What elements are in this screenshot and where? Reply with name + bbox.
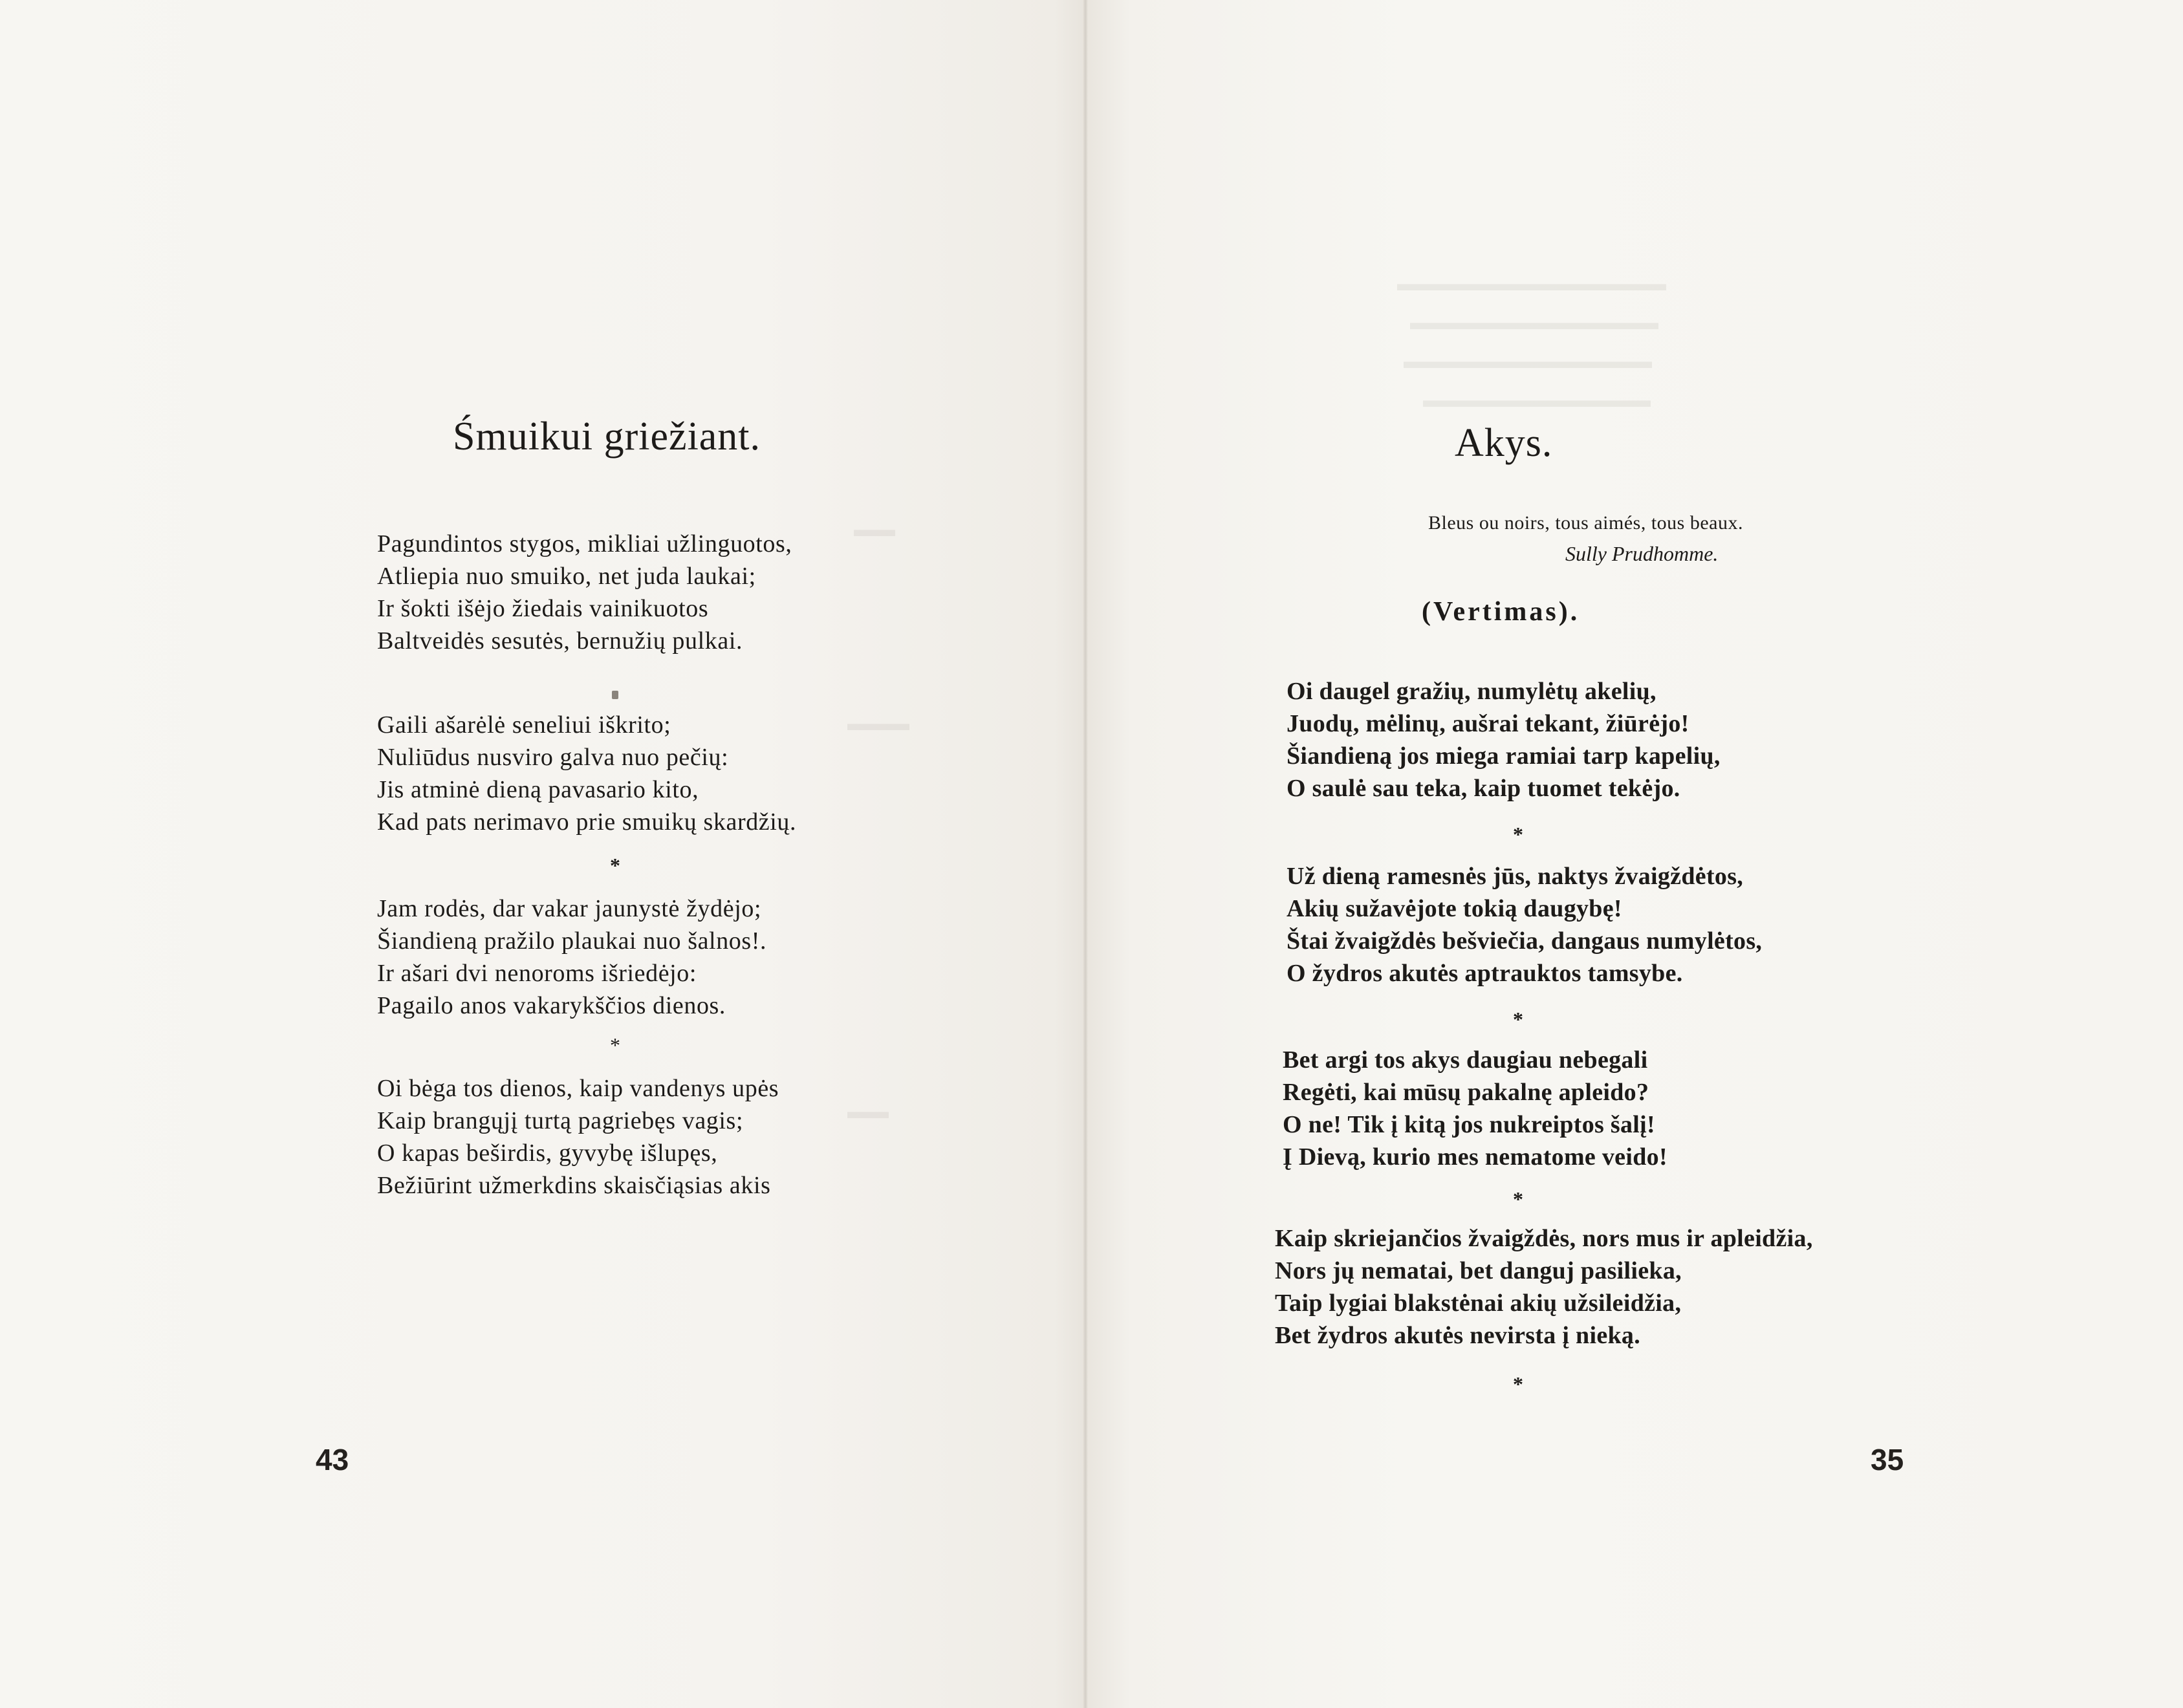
- verse-line: Regėti, kai mūsų pakalnę apleido?: [1283, 1079, 1649, 1106]
- verse-line: O žydros akutės aptrauktos tamsybe.: [1287, 960, 1683, 987]
- verse-line: Šiandieną pražilo plaukai nuo šalnos!.: [377, 927, 767, 955]
- verse-line: Nors jų nematai, bet danguj pasilieka,: [1275, 1257, 1682, 1284]
- ink-speck: [612, 691, 618, 699]
- verse-line: O kapas beširdis, gyvybę išlupęs,: [377, 1140, 718, 1167]
- verse-line: Bet žydros akutės nevirsta į nieką.: [1275, 1322, 1641, 1349]
- epigraph: Bleus ou noirs, tous aimés, tous beaux.: [1428, 512, 1743, 534]
- book-gutter: [1083, 0, 1088, 1708]
- page-number: 35: [1871, 1443, 1904, 1476]
- stanza-separator: *: [1513, 823, 1523, 846]
- verse-line: Kaip skriejančios žvaigždės, nors mus ir apleidžia,: [1275, 1225, 1813, 1252]
- verse-line: Nuliūdus nusviro galva nuo pečių:: [377, 744, 729, 771]
- poem-stanza: [377, 1072, 779, 1202]
- verse-line: Bet argi tos akys daugiau nebegali: [1283, 1046, 1648, 1074]
- poem-stanza: [1283, 1044, 1667, 1173]
- poem-title: Śmuikui griežiant.: [453, 415, 761, 459]
- poem-stanza: [1287, 860, 1762, 989]
- show-through-mark: ▬▬: [847, 1099, 889, 1123]
- verse-line: Juodų, mėlinų, aušrai tekant, žiūrėjo!: [1287, 710, 1689, 737]
- stanza-separator: *: [1513, 1187, 1523, 1211]
- translation-note: (Vertimas).: [1422, 597, 1580, 627]
- poem-stanza: [1275, 1222, 1813, 1352]
- verse-line: Ir šokti išėjo žiedais vainikuotos: [377, 595, 709, 622]
- verse-line: Baltveidės sesutės, bernužių pulkai.: [377, 627, 743, 654]
- verse-line: Kad pats nerimavo prie smuikų skardžių.: [377, 808, 797, 836]
- show-through-mark: ▬▬▬: [847, 711, 909, 735]
- verse-line: O saulė sau teka, kaip tuomet tekėjo.: [1287, 775, 1680, 802]
- left-page: [0, 0, 1087, 1708]
- verse-line: Pagailo anos vakarykščios dienos.: [377, 992, 726, 1019]
- stanza-separator: *: [610, 1033, 620, 1057]
- verse-line: Už dieną ramesnės jūs, naktys žvaigždėtos,: [1287, 863, 1744, 890]
- verse-line: Jis atminė dieną pavasario kito,: [377, 776, 699, 803]
- verse-line: Oi bėga tos dienos, kaip vandenys upės: [377, 1075, 779, 1102]
- page-number: 43: [316, 1443, 349, 1476]
- stanza-separator: *: [1513, 1008, 1523, 1031]
- epigraph-author: Sully Prudhomme.: [1565, 542, 1719, 565]
- show-through-mark: ▬▬▬▬▬▬▬▬▬▬▬▬: [1410, 310, 1658, 334]
- verse-line: Jam rodės, dar vakar jaunystė žydėjo;: [377, 895, 762, 922]
- verse-line: Šiandieną jos miega ramiai tarp kapelių,: [1287, 742, 1721, 770]
- show-through-mark: ▬▬▬▬▬▬▬▬▬▬▬: [1423, 388, 1651, 411]
- verse-line: Bežiūrint užmerkdins skaisčiąsias akis: [377, 1172, 771, 1199]
- verse-line: Štai žvaigždės bešviečia, dangaus numylėtos,: [1287, 927, 1763, 955]
- verse-line: Oi daugel gražių, numylėtų akelių,: [1287, 678, 1656, 705]
- right-page: [1087, 0, 2183, 1708]
- verse-line: Taip lygiai blakstėnai akių užsileidžia,: [1275, 1290, 1682, 1317]
- poem-stanza: [377, 528, 792, 657]
- stanza-separator: *: [1513, 1372, 1523, 1396]
- verse-line: Į Dievą, kurio mes nematome veido!: [1283, 1143, 1667, 1171]
- verse-line: Gaili ašarėlė seneliui iškrito;: [377, 711, 671, 739]
- poem-title: Akys.: [1455, 421, 1553, 465]
- stanza-separator: *: [610, 854, 620, 877]
- show-through-mark: ▬▬: [854, 517, 895, 541]
- verse-line: Pagundintos stygos, mikliai užlinguotos,: [377, 530, 792, 557]
- verse-line: Kaip brangųjį turtą pagriebęs vagis;: [377, 1107, 744, 1134]
- verse-line: Ir ašari dvi nenoroms išriedėjo:: [377, 960, 697, 987]
- poem-stanza: [377, 709, 796, 838]
- verse-line: Akių sužavėjote tokią daugybę!: [1287, 895, 1622, 922]
- show-through-mark: ▬▬▬▬▬▬▬▬▬▬▬▬▬: [1397, 272, 1666, 295]
- verse-line: O ne! Tik į kitą jos nukreiptos šalį!: [1283, 1111, 1655, 1138]
- poem-stanza: [1287, 675, 1721, 805]
- show-through-mark: ▬▬▬▬▬▬▬▬▬▬▬▬: [1404, 349, 1652, 373]
- poem-stanza: [377, 892, 766, 1022]
- verse-line: Atliepia nuo smuiko, net juda laukai;: [377, 563, 756, 590]
